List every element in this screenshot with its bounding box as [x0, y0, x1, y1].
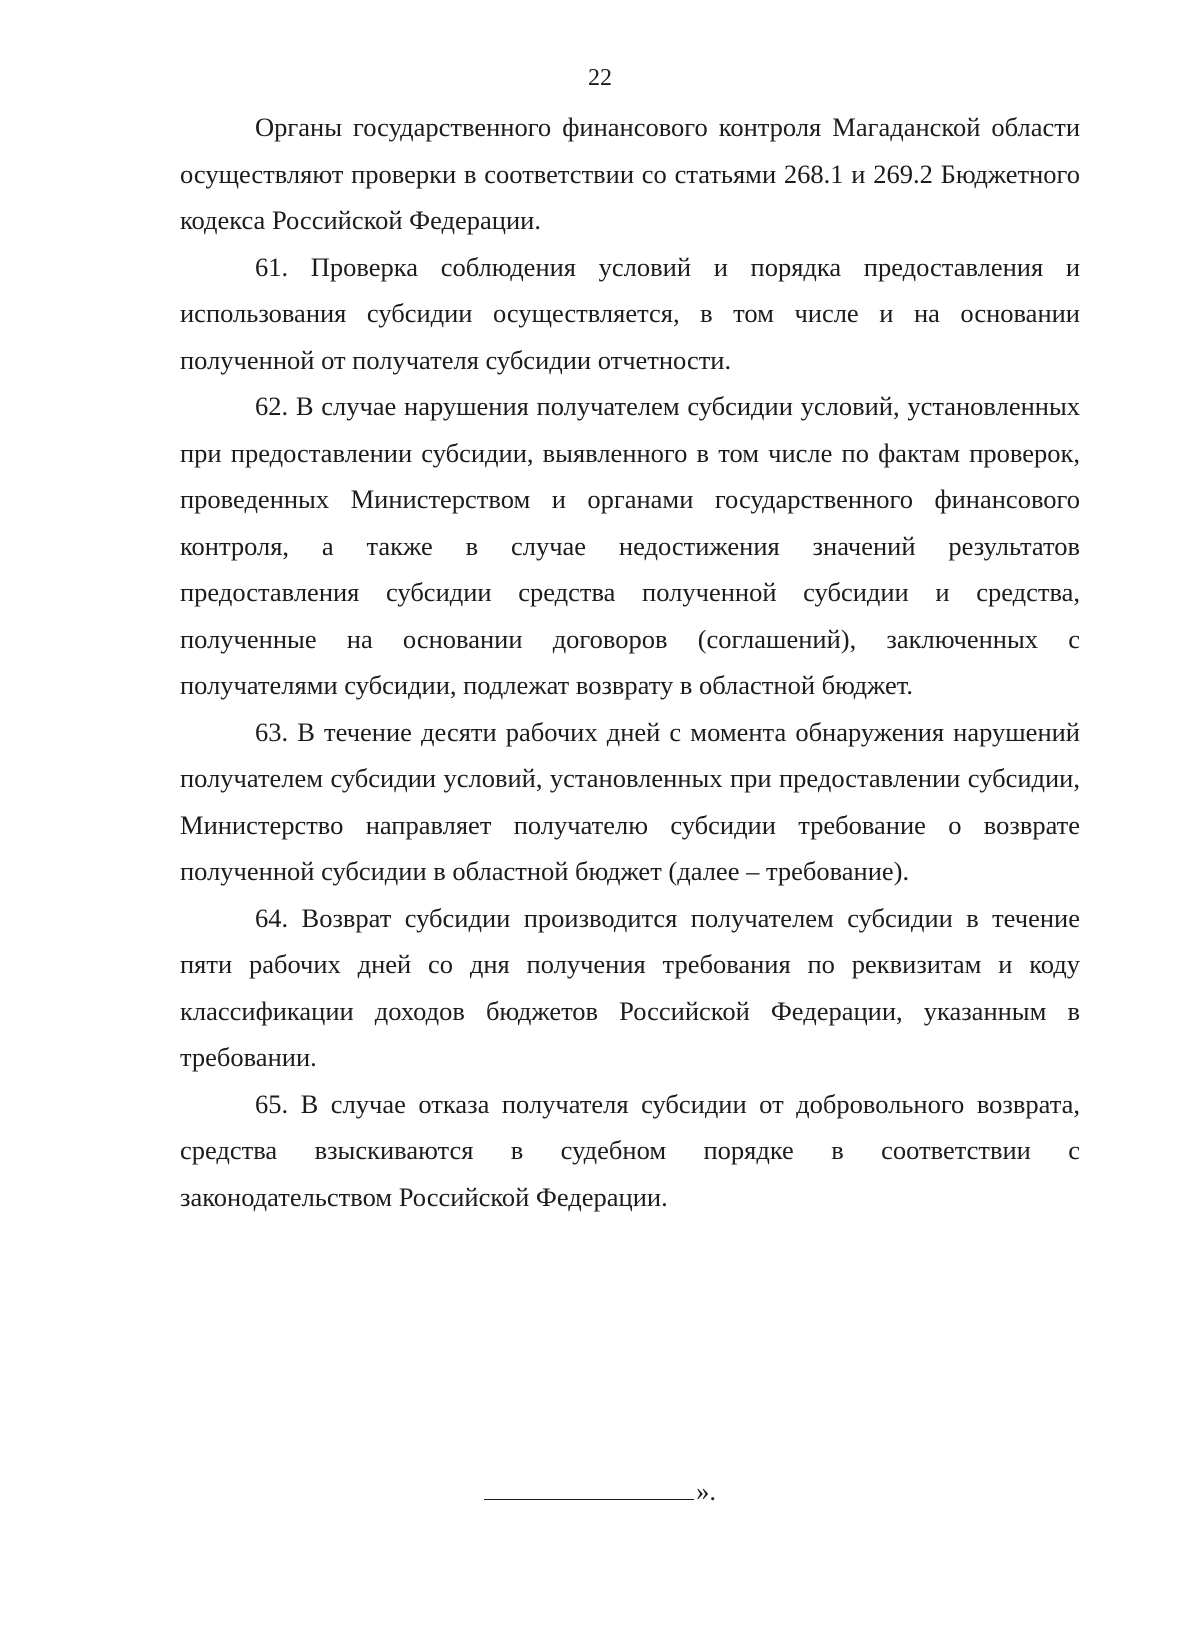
closing-rule	[484, 1498, 694, 1500]
page-number: 22	[588, 65, 612, 91]
closing-line	[0, 1471, 1200, 1511]
paragraph-63: 63. В течение десяти рабочих дней с момента обнаружения нарушений получателем субсидии условий, установленных при предоставлении субсидии, Министерство направляет получателю субсидии требование о возврате полученной субсидии в областной бюджет (далее – требование).	[180, 716, 1080, 886]
paragraph-62: 62. В случае нарушения получателем субсидии условий, установленных при предоставлении субсидии, выявленного в том числе по фактам проверок, проведенных Министерством и органами государственного финансового контроля, а также в случае недостижения значений результатов предоставления субсидии средства полученной субсидии и средства, полученные на основании договоров (соглашений), заключенных с получателями субсидии, подлежат возврату в областной бюджет.	[180, 391, 1080, 700]
paragraph-61: 61. Проверка соблюдения условий и порядка предоставления и использования субсидии осуществляется, в том числе и на основании полученной от получателя субсидии отчетности.	[180, 251, 1080, 375]
paragraph-audit-bodies: Органы государственного финансового контроля Магаданской области осуществляют проверки в соответствии со статьями 268.1 и 269.2 Бюджетного кодекса Российской Федерации.	[180, 112, 1080, 235]
paragraph-64: 64. Возврат субсидии производится получателем субсидии в течение пяти рабочих дней со дня получения требования по реквизитам и коду классификации доходов бюджетов Российской Федерации, указанным в требовании.	[180, 902, 1080, 1072]
closing-quote-mark: ».	[696, 1476, 716, 1506]
document-body	[180, 104, 1080, 1220]
paragraph-65: 65. В случае отказа получателя субсидии от добровольного возврата, средства взыскиваются в судебном порядке в соответствии с законодательством Российской Федерации.	[180, 1088, 1080, 1212]
